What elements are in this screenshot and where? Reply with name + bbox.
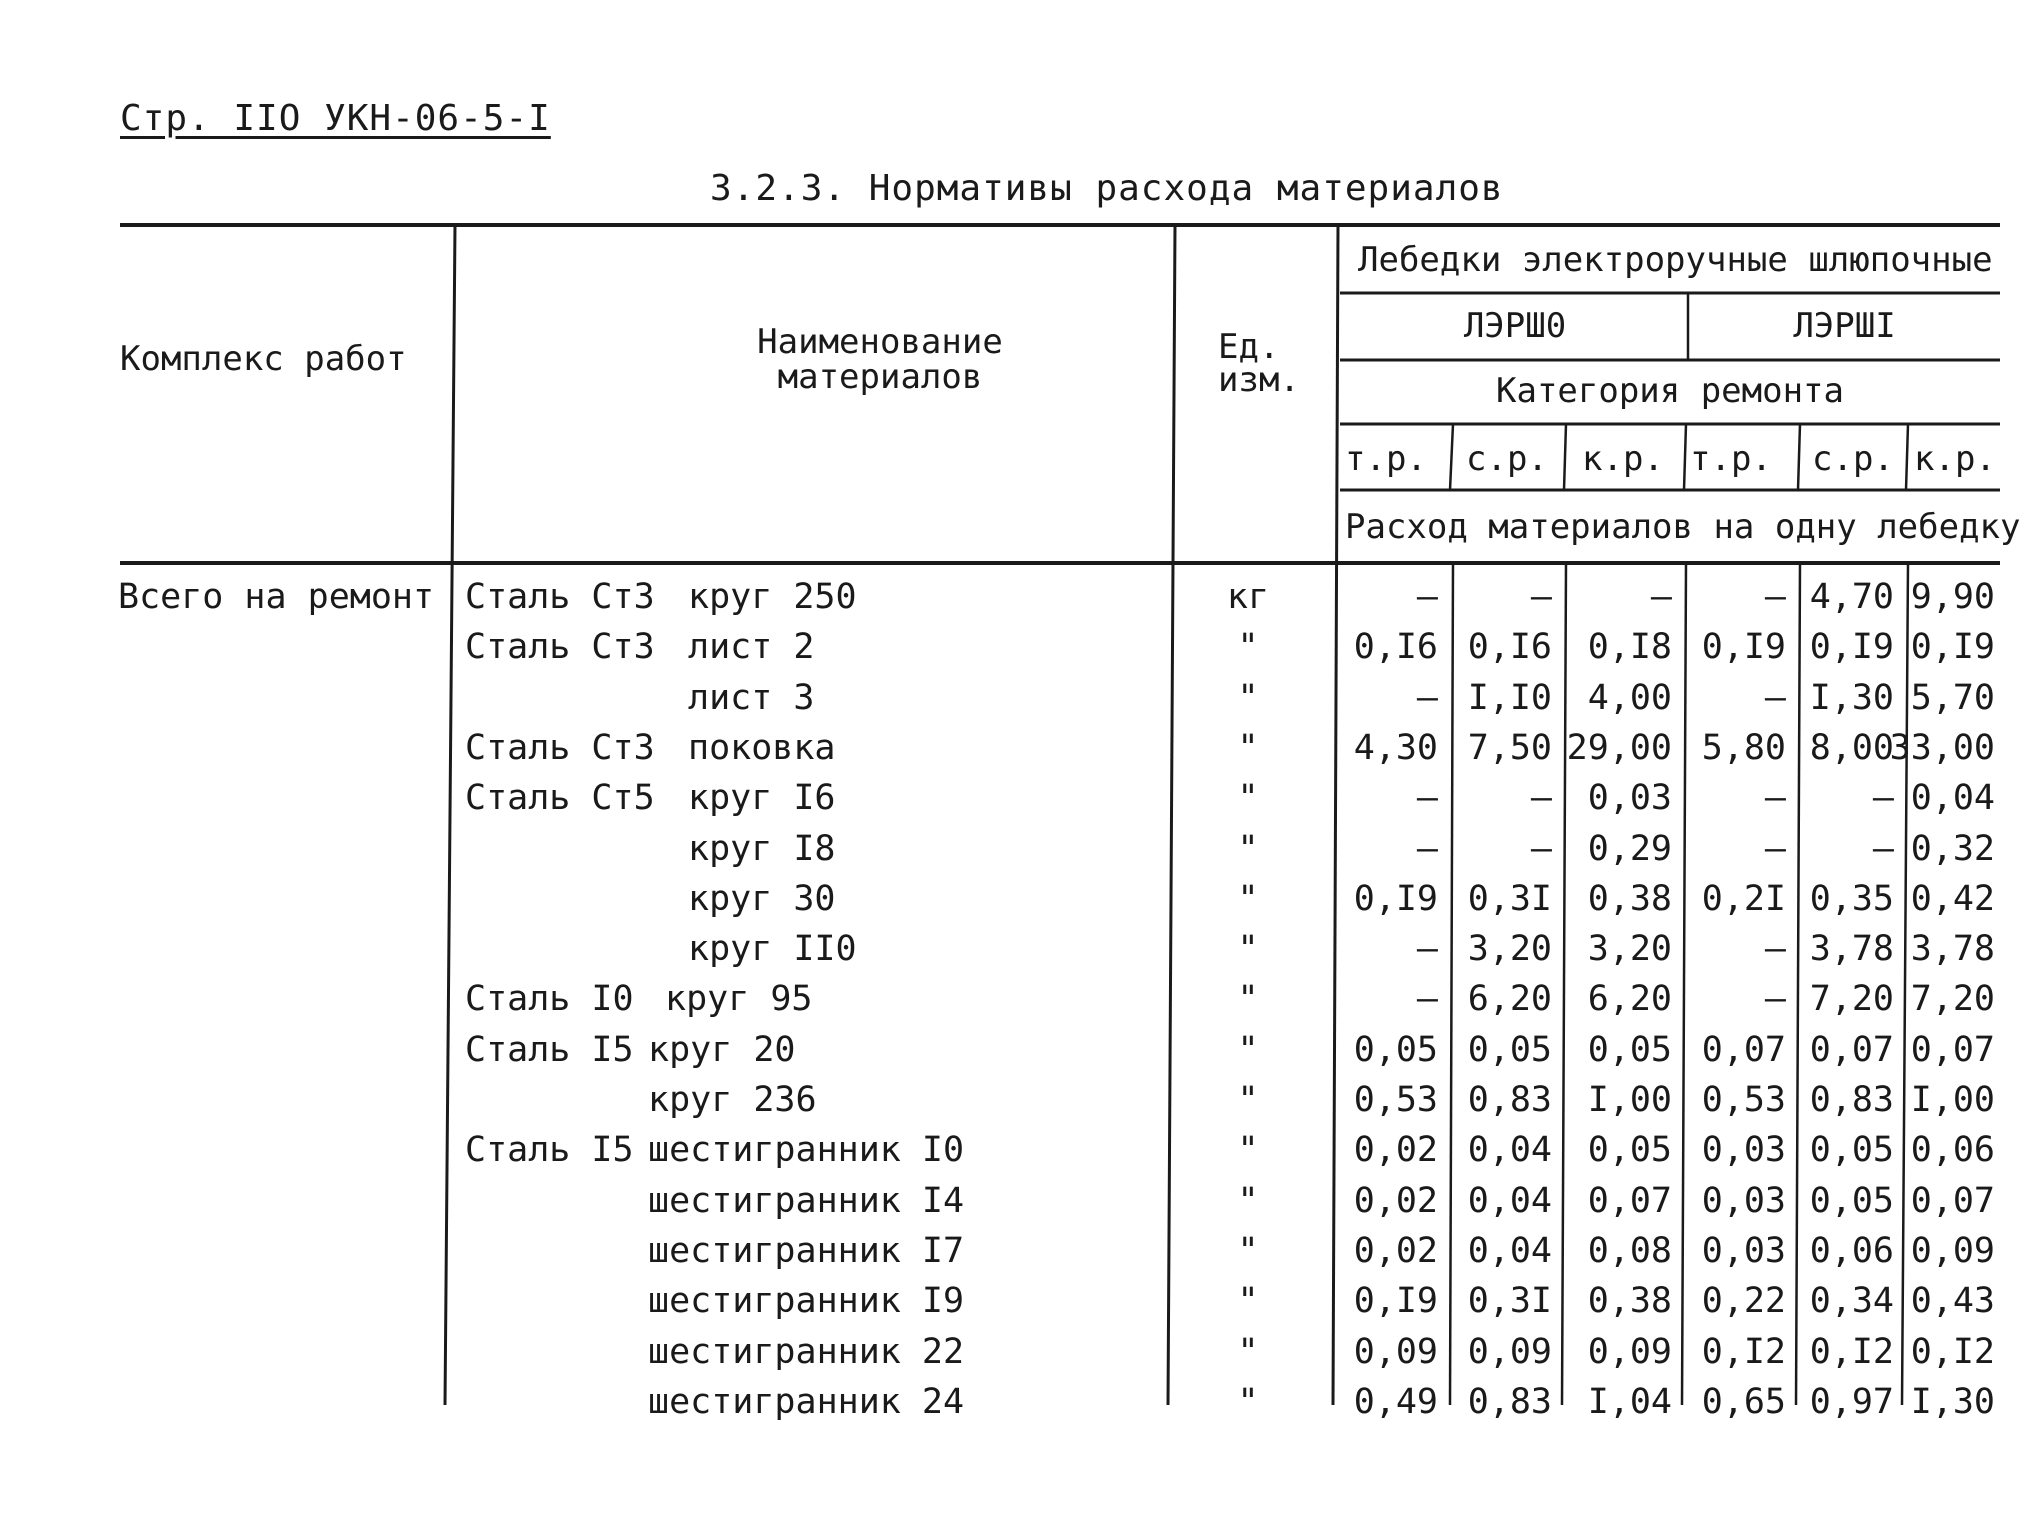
consumption-value: 0,04 bbox=[1467, 1181, 1552, 1221]
consumption-value: 0,42 bbox=[1910, 879, 1995, 919]
consumption-value: 0,07 bbox=[1910, 1181, 1995, 1221]
header-sub-1: т.р. bbox=[1345, 439, 1427, 479]
header-model-2: ЛЭРШI bbox=[1793, 306, 1896, 346]
header-sub-2: с.р. bbox=[1466, 439, 1548, 479]
header-sub-4: т.р. bbox=[1690, 439, 1772, 479]
consumption-value: 7,20 bbox=[1910, 979, 1995, 1019]
consumption-value: 0,34 bbox=[1809, 1281, 1894, 1321]
header-sub-5: с.р. bbox=[1812, 439, 1894, 479]
consumption-value: – bbox=[1872, 778, 1894, 818]
consumption-value: I,00 bbox=[1587, 1080, 1672, 1120]
header-sub-6: к.р. bbox=[1914, 439, 1996, 479]
consumption-value: 4,30 bbox=[1353, 728, 1438, 768]
consumption-value: – bbox=[1764, 929, 1786, 969]
material-profile: круг 20 bbox=[648, 1030, 796, 1070]
material-profile: круг I6 bbox=[688, 778, 836, 818]
consumption-value: 0,07 bbox=[1587, 1181, 1672, 1221]
material-profile: круг 95 bbox=[665, 979, 813, 1019]
consumption-value: 0,65 bbox=[1701, 1382, 1786, 1422]
unit-of-measure: " bbox=[1237, 627, 1259, 667]
consumption-value: 0,38 bbox=[1587, 1281, 1672, 1321]
header-material-line1: Наименование bbox=[757, 322, 1003, 362]
consumption-value: 5,70 bbox=[1910, 678, 1995, 718]
header-sub-3: к.р. bbox=[1582, 439, 1664, 479]
consumption-value: 0,I9 bbox=[1353, 879, 1438, 919]
consumption-value: 0,07 bbox=[1809, 1030, 1894, 1070]
consumption-value: – bbox=[1416, 979, 1438, 1019]
consumption-value: 33,00 bbox=[1889, 728, 1995, 768]
consumption-value: – bbox=[1416, 678, 1438, 718]
material-profile: круг 250 bbox=[688, 577, 857, 617]
consumption-value: 0,07 bbox=[1701, 1030, 1786, 1070]
consumption-value: 0,83 bbox=[1467, 1080, 1552, 1120]
consumption-value: 0,83 bbox=[1809, 1080, 1894, 1120]
material-profile: круг 236 bbox=[648, 1080, 817, 1120]
consumption-value: 0,04 bbox=[1467, 1130, 1552, 1170]
consumption-value: 0,03 bbox=[1701, 1231, 1786, 1271]
unit-of-measure: " bbox=[1237, 879, 1259, 919]
consumption-value: 7,20 bbox=[1809, 979, 1894, 1019]
unit-of-measure: " bbox=[1237, 1332, 1259, 1372]
consumption-value: 0,I2 bbox=[1809, 1332, 1894, 1372]
header-unit-line2: изм. bbox=[1218, 360, 1300, 400]
page-reference: Стр. IIO УКН-06-5-I bbox=[120, 98, 551, 139]
unit-of-measure: " bbox=[1237, 1080, 1259, 1120]
consumption-value: 0,02 bbox=[1353, 1130, 1438, 1170]
consumption-value: 0,3I bbox=[1467, 1281, 1552, 1321]
consumption-value: I,30 bbox=[1809, 678, 1894, 718]
material-profile: шестигранник I0 bbox=[648, 1130, 965, 1170]
consumption-value: 3,20 bbox=[1467, 929, 1552, 969]
unit-of-measure: " bbox=[1237, 728, 1259, 768]
unit-of-measure: кг bbox=[1226, 577, 1270, 617]
material-profile: круг I8 bbox=[688, 829, 836, 869]
consumption-value: 0,43 bbox=[1910, 1281, 1995, 1321]
consumption-value: 0,I9 bbox=[1809, 627, 1894, 667]
consumption-value: 0,03 bbox=[1701, 1130, 1786, 1170]
consumption-value: – bbox=[1764, 678, 1786, 718]
consumption-value: I,04 bbox=[1587, 1382, 1672, 1422]
unit-of-measure: " bbox=[1237, 929, 1259, 969]
material-profile: круг II0 bbox=[688, 929, 857, 969]
consumption-value: – bbox=[1764, 778, 1786, 818]
consumption-value: 0,09 bbox=[1587, 1332, 1672, 1372]
material-grade: Сталь Ст3 bbox=[465, 728, 655, 768]
consumption-value: 0,06 bbox=[1910, 1130, 1995, 1170]
header-consumption: Расход материалов на одну лебедку bbox=[1345, 507, 2021, 547]
consumption-value: 0,I9 bbox=[1701, 627, 1786, 667]
material-profile: поковка bbox=[688, 728, 836, 768]
consumption-value: – bbox=[1416, 778, 1438, 818]
consumption-value: 0,29 bbox=[1587, 829, 1672, 869]
consumption-value: 0,05 bbox=[1467, 1030, 1552, 1070]
consumption-value: 0,I8 bbox=[1587, 627, 1672, 667]
consumption-value: 0,08 bbox=[1587, 1231, 1672, 1271]
consumption-value: – bbox=[1530, 577, 1552, 617]
header-material-line2: материалов bbox=[777, 357, 983, 397]
consumption-value: 0,2I bbox=[1701, 879, 1786, 919]
consumption-value: 0,05 bbox=[1587, 1130, 1672, 1170]
unit-of-measure: " bbox=[1237, 829, 1259, 869]
consumption-value: 0,03 bbox=[1701, 1181, 1786, 1221]
consumption-value: 0,05 bbox=[1587, 1030, 1672, 1070]
consumption-value: 7,50 bbox=[1467, 728, 1552, 768]
consumption-value: 0,09 bbox=[1910, 1231, 1995, 1271]
consumption-value: 0,22 bbox=[1701, 1281, 1786, 1321]
consumption-value: 3,78 bbox=[1809, 929, 1894, 969]
header-group: Лебедки электроручные шлюпочные bbox=[1358, 240, 1993, 280]
consumption-value: 0,I6 bbox=[1353, 627, 1438, 667]
consumption-value: 0,05 bbox=[1809, 1181, 1894, 1221]
consumption-value: 29,00 bbox=[1566, 728, 1672, 768]
unit-of-measure: " bbox=[1237, 778, 1259, 818]
consumption-value: 0,02 bbox=[1353, 1231, 1438, 1271]
consumption-value: – bbox=[1416, 577, 1438, 617]
consumption-value: 0,49 bbox=[1353, 1382, 1438, 1422]
consumption-value: – bbox=[1872, 829, 1894, 869]
material-profile: шестигранник I4 bbox=[648, 1181, 965, 1221]
consumption-value: 0,04 bbox=[1910, 778, 1995, 818]
material-profile: шестигранник 22 bbox=[648, 1332, 965, 1372]
consumption-value: 0,06 bbox=[1809, 1231, 1894, 1271]
consumption-value: 0,32 bbox=[1910, 829, 1995, 869]
consumption-value: 4,00 bbox=[1587, 678, 1672, 718]
consumption-value: – bbox=[1530, 829, 1552, 869]
consumption-value: 0,53 bbox=[1701, 1080, 1786, 1120]
consumption-value: – bbox=[1650, 577, 1672, 617]
consumption-value: 0,3I bbox=[1467, 879, 1552, 919]
material-profile: шестигранник I9 bbox=[648, 1281, 965, 1321]
consumption-value: – bbox=[1764, 979, 1786, 1019]
material-profile: шестигранник 24 bbox=[648, 1382, 965, 1422]
consumption-value: – bbox=[1416, 829, 1438, 869]
consumption-value: 3,78 bbox=[1910, 929, 1995, 969]
unit-of-measure: " bbox=[1237, 678, 1259, 718]
consumption-value: 0,02 bbox=[1353, 1181, 1438, 1221]
consumption-value: 0,I9 bbox=[1910, 627, 1995, 667]
consumption-value: 5,80 bbox=[1701, 728, 1786, 768]
unit-of-measure: " bbox=[1237, 1231, 1259, 1271]
consumption-value: I,30 bbox=[1910, 1382, 1995, 1422]
header-unit-line1: Ед. bbox=[1218, 327, 1280, 367]
consumption-value: 0,07 bbox=[1910, 1030, 1995, 1070]
consumption-value: 0,38 bbox=[1587, 879, 1672, 919]
header-complex: Комплекс работ bbox=[120, 339, 407, 379]
consumption-value: 0,I9 bbox=[1353, 1281, 1438, 1321]
consumption-value: 0,I6 bbox=[1467, 627, 1552, 667]
consumption-value: I,00 bbox=[1910, 1080, 1995, 1120]
consumption-value: 6,20 bbox=[1587, 979, 1672, 1019]
consumption-value: – bbox=[1764, 829, 1786, 869]
header-category: Категория ремонта bbox=[1496, 371, 1844, 411]
unit-of-measure: " bbox=[1237, 1030, 1259, 1070]
consumption-value: 0,03 bbox=[1587, 778, 1672, 818]
material-profile: шестигранник I7 bbox=[648, 1231, 965, 1271]
material-grade: Сталь I0 bbox=[465, 979, 634, 1019]
unit-of-measure: " bbox=[1237, 1281, 1259, 1321]
unit-of-measure: " bbox=[1237, 1181, 1259, 1221]
consumption-value: – bbox=[1764, 577, 1786, 617]
consumption-value: 0,I2 bbox=[1910, 1332, 1995, 1372]
consumption-value: 0,04 bbox=[1467, 1231, 1552, 1271]
material-grade: Сталь I5 bbox=[465, 1030, 634, 1070]
consumption-value: – bbox=[1416, 929, 1438, 969]
material-grade: Сталь Ст5 bbox=[465, 778, 655, 818]
unit-of-measure: " bbox=[1237, 979, 1259, 1019]
consumption-value: 8,00 bbox=[1809, 728, 1894, 768]
unit-of-measure: " bbox=[1237, 1382, 1259, 1422]
consumption-value: 0,I2 bbox=[1701, 1332, 1786, 1372]
material-grade: Сталь Ст3 bbox=[465, 627, 655, 667]
material-profile: круг 30 bbox=[688, 879, 836, 919]
vline-material bbox=[1168, 225, 1175, 1405]
header-model-1: ЛЭРШ0 bbox=[1463, 306, 1567, 346]
consumption-value: 0,83 bbox=[1467, 1382, 1552, 1422]
consumption-value: 4,70 bbox=[1809, 577, 1894, 617]
consumption-value: 6,20 bbox=[1467, 979, 1552, 1019]
consumption-value: 0,09 bbox=[1467, 1332, 1552, 1372]
consumption-value: 0,05 bbox=[1809, 1130, 1894, 1170]
consumption-value: 0,05 bbox=[1353, 1030, 1438, 1070]
consumption-value: 0,35 bbox=[1809, 879, 1894, 919]
complex-value: Всего на ремонт bbox=[118, 577, 435, 617]
consumption-value: 0,09 bbox=[1353, 1332, 1438, 1372]
material-profile: лист 3 bbox=[688, 678, 815, 718]
section-title: 3.2.3. Нормативы расхода материалов bbox=[710, 168, 1504, 209]
material-grade: Сталь Ст3 bbox=[465, 577, 655, 617]
consumption-value: 0,53 bbox=[1353, 1080, 1438, 1120]
consumption-value: 0,97 bbox=[1809, 1382, 1894, 1422]
material-grade: Сталь I5 bbox=[465, 1130, 634, 1170]
consumption-value: – bbox=[1530, 778, 1552, 818]
material-profile: лист 2 bbox=[688, 627, 815, 667]
consumption-value: 9,90 bbox=[1910, 577, 1995, 617]
consumption-value: 3,20 bbox=[1587, 929, 1672, 969]
unit-of-measure: " bbox=[1237, 1130, 1259, 1170]
vline-complex bbox=[445, 225, 455, 1405]
consumption-value: I,I0 bbox=[1467, 678, 1552, 718]
